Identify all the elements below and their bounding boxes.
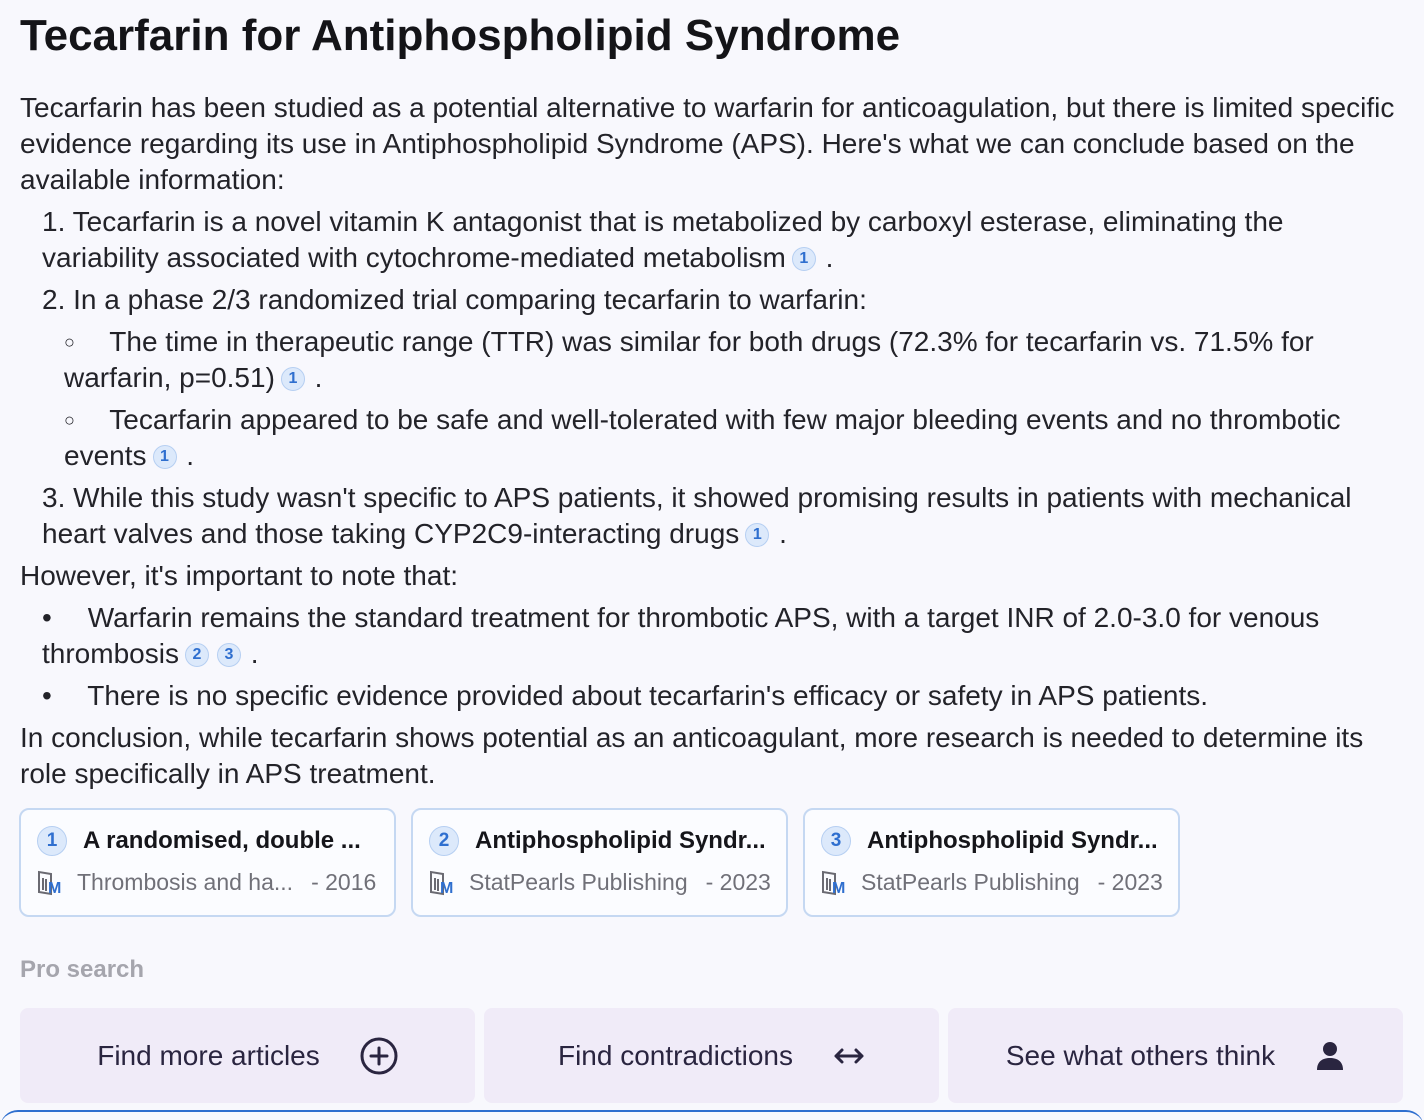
find-contradictions-button[interactable] bbox=[484, 1008, 939, 1103]
pro-search-actions bbox=[20, 1008, 1403, 1103]
card-title-row bbox=[37, 824, 380, 858]
journal-icon bbox=[821, 868, 851, 896]
citation-badge[interactable]: 1 bbox=[153, 445, 177, 469]
citation-badge[interactable]: 3 bbox=[217, 643, 241, 667]
list-item bbox=[42, 480, 1404, 552]
card-title-row bbox=[821, 824, 1164, 858]
reference-cards bbox=[19, 808, 1180, 917]
list-item bbox=[42, 678, 1404, 714]
citation-badge[interactable]: 1 bbox=[745, 523, 769, 547]
reference-title: Antiphospholipid Syndr... bbox=[867, 827, 1158, 854]
list-item bbox=[42, 282, 1404, 474]
reference-meta bbox=[37, 868, 380, 896]
left-right-arrow-icon bbox=[833, 1046, 865, 1066]
period: . bbox=[186, 440, 195, 471]
item-text: While this study wasn't specific to APS patients, it showed promising results in patients with mechanical heart valves and those taking CYP2C9-interacting drugs bbox=[42, 482, 1352, 549]
reference-card-2[interactable] bbox=[411, 808, 788, 917]
item-text: Warfarin remains the standard treatment for thrombotic APS, with a target INR of 2.0-3.0 for venous thrombosis bbox=[42, 602, 1320, 669]
item-text: Tecarfarin appeared to be safe and well-tolerated with few major bleeding events and no thrombotic events bbox=[64, 404, 1341, 471]
findings-list bbox=[20, 204, 1404, 552]
reference-title: A randomised, double ... bbox=[83, 827, 361, 854]
reference-year: - 2023 bbox=[1097, 868, 1163, 895]
see-what-others-think-button[interactable] bbox=[948, 1008, 1403, 1103]
period: . bbox=[825, 242, 834, 273]
reference-number: 3 bbox=[821, 826, 851, 856]
period: . bbox=[314, 362, 323, 393]
citation-badge[interactable]: 1 bbox=[281, 367, 305, 391]
action-label: See what others think bbox=[1005, 1039, 1276, 1071]
reference-source: Thrombosis and ha... bbox=[77, 868, 294, 895]
svg-text:M: M bbox=[48, 880, 62, 896]
action-label: Find contradictions bbox=[557, 1039, 793, 1071]
reference-source: StatPearls Publishing bbox=[861, 868, 1080, 895]
item-text: The time in therapeutic range (TTR) was similar for both drugs (72.3% for tecarfarin vs. 71.5% for warfarin, p=0.51) bbox=[64, 326, 1314, 393]
list-item bbox=[42, 204, 1404, 276]
chat-input-edge[interactable] bbox=[0, 1110, 1424, 1120]
reference-meta bbox=[429, 868, 772, 896]
card-title-row bbox=[429, 824, 772, 858]
citation-badge[interactable]: 1 bbox=[792, 247, 816, 271]
reference-year: - 2023 bbox=[705, 868, 771, 895]
period: . bbox=[250, 638, 259, 669]
journal-icon bbox=[37, 868, 67, 896]
plus-circle-icon bbox=[360, 1037, 398, 1075]
sub-list-item bbox=[64, 402, 1404, 474]
answer-body bbox=[20, 90, 1404, 792]
item-text: There is no specific evidence provided about tecarfarin's efficacy or safety in APS patients. bbox=[87, 680, 1209, 711]
person-icon bbox=[1315, 1040, 1345, 1072]
answer-title: Tecarfarin for Antiphospholipid Syndrome bbox=[20, 11, 901, 60]
action-label: Find more articles bbox=[97, 1039, 320, 1071]
reference-number: 1 bbox=[37, 826, 67, 856]
sub-list-item bbox=[64, 324, 1404, 396]
reference-meta bbox=[821, 868, 1164, 896]
intro-paragraph: Tecarfarin has been studied as a potential alternative to warfarin for anticoagulation, but there is limited specific evidence regarding its use in Antiphospholipid Syndrome (APS). Here's what we can conclude based on the available information: bbox=[20, 92, 1395, 195]
item-text: Tecarfarin is a novel vitamin K antagonist that is metabolized by carboxyl esterase, eliminating the variability associated with cytochrome-mediated metabolism bbox=[42, 206, 1284, 273]
pro-search-label: Pro search bbox=[20, 956, 145, 983]
svg-text:M: M bbox=[440, 880, 454, 896]
conclusion-paragraph: In conclusion, while tecarfarin shows potential as an anticoagulant, more research is needed to determine its role specifically in APS treatment. bbox=[20, 722, 1364, 789]
find-more-articles-button[interactable] bbox=[20, 1008, 475, 1103]
reference-number: 2 bbox=[429, 826, 459, 856]
reference-card-1[interactable] bbox=[19, 808, 396, 917]
notes-list bbox=[20, 600, 1404, 714]
journal-icon bbox=[429, 868, 459, 896]
sub-list bbox=[42, 324, 1404, 474]
svg-text:M: M bbox=[832, 880, 846, 896]
citation-badge[interactable]: 2 bbox=[185, 643, 209, 667]
however-paragraph: However, it's important to note that: bbox=[20, 560, 459, 591]
reference-source: StatPearls Publishing bbox=[469, 868, 688, 895]
reference-title: Antiphospholipid Syndr... bbox=[475, 827, 766, 854]
reference-year: - 2016 bbox=[311, 868, 377, 895]
period: . bbox=[779, 518, 787, 549]
list-item bbox=[42, 600, 1404, 672]
reference-card-3[interactable] bbox=[803, 808, 1180, 917]
item-text: In a phase 2/3 randomized trial comparing tecarfarin to warfarin: bbox=[73, 284, 867, 315]
